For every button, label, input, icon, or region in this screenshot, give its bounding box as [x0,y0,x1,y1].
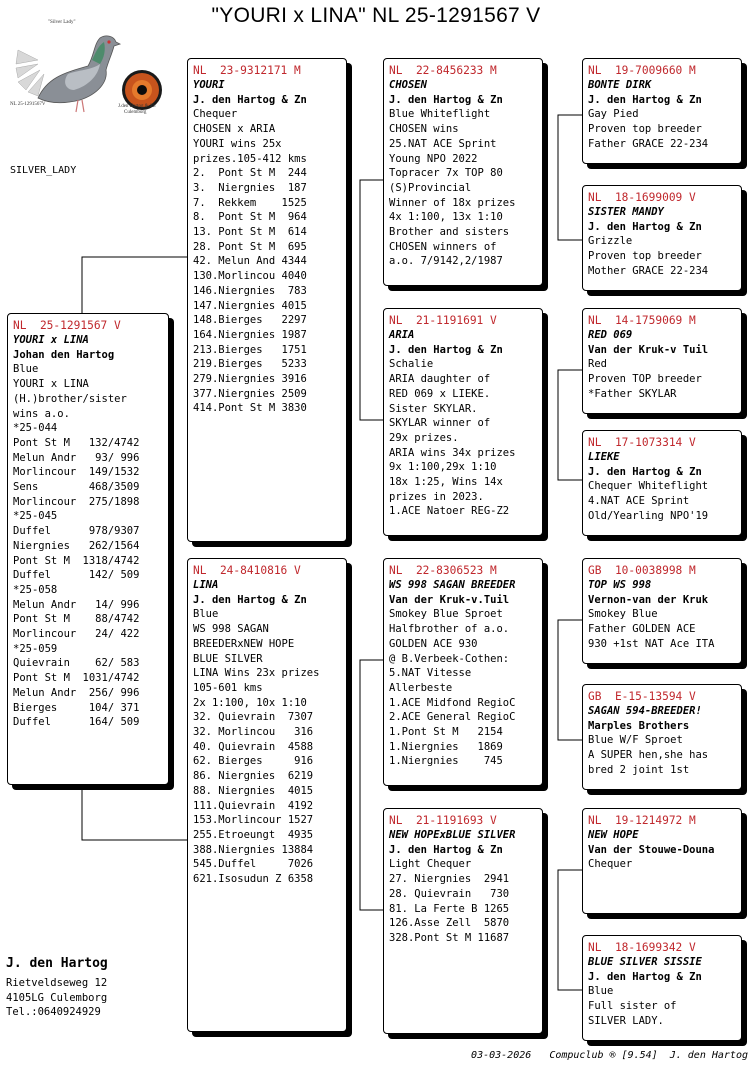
pigeon-name: RED 069 [588,329,633,341]
pigeon-box-mother-father[interactable] [383,558,543,786]
owner-city: 4105LG Culemborg [6,991,108,1004]
ring-number: GB 10-0038998 M [588,564,696,577]
owner-phone: Tel.:0640924929 [6,1006,101,1018]
logo-caption-left: NL 25-1291567V [10,102,46,107]
detail-line: Morlincour 275/1898 [13,495,140,508]
pigeon-name: SISTER MANDY [588,206,664,218]
ring-number: NL 19-7009660 M [588,64,696,77]
detail-line: *25-044 [13,422,58,435]
breeder-name: Marples Brothers [588,719,690,732]
detail-line: 111.Quievrain 4192 [193,799,314,812]
pigeon-name: SAGAN 594-BREEDER! [588,705,702,717]
detail-line: 255.Etroeungt 4935 [193,828,314,841]
detail-line: Light Chequer [389,858,472,871]
detail-line: Pont St M 132/4742 [13,436,140,449]
detail-line: Full sister of [588,1000,677,1013]
detail-line: Chequer [588,858,633,871]
detail-line: prizes.105-412 kms [193,152,307,165]
detail-line: 930 +1st NAT Ace ITA [588,637,715,650]
pigeon-name: CHOSEN [389,79,427,91]
detail-line: Blue W/F Sproet [588,734,683,747]
detail-line: 25.NAT ACE Sprint [389,137,497,150]
ring-number: NL 21-1191691 V [389,314,497,327]
pigeon-box-fmf[interactable] [582,308,742,414]
ring-number: NL 17-1073314 V [588,436,696,449]
detail-line: 3. Niergnies 187 [193,181,307,194]
detail-line: Blue [13,363,39,376]
detail-line: A SUPER hen,she has [588,749,709,762]
detail-line: Quievrain 62/ 583 [13,657,140,670]
pigeon-box-ffm[interactable] [582,185,742,291]
detail-line: Morlincour 24/ 422 [13,628,140,641]
ring-number: NL 22-8456233 M [389,64,497,77]
detail-line: CHOSEN wins [389,123,459,136]
breeder-name: Van der Kruk-v.Tuil [389,593,510,606]
detail-line: Allerbeste [389,681,453,694]
detail-line: 5.NAT Vitesse [389,667,472,680]
detail-line: 8. Pont St M 964 [193,211,307,224]
detail-line: Blue [588,985,614,998]
detail-line: *Father SKYLAR [588,387,677,400]
pigeon-box-mother[interactable] [187,558,347,1032]
ring-number: NL 19-1214972 M [588,814,696,827]
ring-number: NL 25-1291567 V [13,319,121,332]
detail-line: 1.ACE Midfond RegioC [389,696,516,709]
detail-line: 86. Niergnies 6219 [193,770,314,783]
pigeon-box-mfm[interactable] [582,684,742,790]
detail-line: 148.Bierges 2297 [193,314,307,327]
detail-line: 219.Bierges 5233 [193,358,307,371]
detail-line: 388.Niergnies 13884 [193,843,314,856]
detail-line: 7. Rekkem 1525 [193,196,307,209]
detail-line: Chequer Whiteflight [588,480,709,493]
pigeon-box-subject[interactable] [7,313,169,785]
pigeon-name: TOP WS 998 [588,579,652,591]
detail-line: Melun Andr 93/ 996 [13,451,140,464]
detail-line: Schalie [389,358,434,371]
breeder-name: J. den Hartog & Zn [588,93,702,106]
detail-line: GOLDEN ACE 930 [389,637,478,650]
detail-line: bred 2 joint 1st [588,763,690,776]
detail-line: 545.Duffel 7026 [193,858,314,871]
detail-line: *25-045 [13,510,58,523]
pigeon-name: YOURI [193,79,225,91]
detail-line: 28. Quievrain 730 [389,887,510,900]
pigeon-box-mmf[interactable] [582,808,742,914]
detail-line: SKYLAR winner of [389,417,491,430]
detail-line: 1.Niergnies 745 [389,755,503,768]
detail-line: Smokey Blue Sproet [389,608,503,621]
detail-line: 40. Quievrain 4588 [193,740,314,753]
detail-line: 4x 1:100, 13x 1:10 [389,211,503,224]
detail-line: Melun Andr 256/ 996 [13,686,140,699]
detail-line: CHOSEN winners of [389,240,497,253]
pigeon-name: WS 998 SAGAN BREEDER [389,579,516,591]
pigeon-name: NEW HOPE [588,829,639,841]
logo-caption-right: J.den Hartog & Zn [118,104,156,109]
pigeon-box-fff[interactable] [582,58,742,164]
detail-line: 18x 1:25, Wins 14x [389,476,503,489]
breeder-name: Van der Kruk-v Tuil [588,343,709,356]
detail-line: 42. Melun And 4344 [193,255,307,268]
detail-line: 164.Niergnies 1987 [193,328,307,341]
owner-street: Rietveldseweg 12 [6,977,108,989]
detail-line: 81. La Ferte B 1265 [389,902,510,915]
detail-line: Smokey Blue [588,608,658,621]
detail-line: Halfbrother of a.o. [389,623,510,636]
detail-line: Duffel 164/ 509 [13,716,140,729]
detail-line: 62. Bierges 916 [193,755,314,768]
ring-number: NL 21-1191693 V [389,814,497,827]
detail-line: (S)Provincial [389,181,472,194]
detail-line: Old/Yearling NPO'19 [588,509,709,522]
ring-number: NL 18-1699009 V [588,191,696,204]
detail-line: 126.Asse Zell 5870 [389,917,510,930]
breeder-name: Vernon-van der Kruk [588,593,709,606]
detail-line: Melun Andr 14/ 996 [13,598,140,611]
detail-line: YOURI wins 25x [193,137,282,150]
detail-line: 28. Pont St M 695 [193,240,307,253]
detail-line: Niergnies 262/1564 [13,539,140,552]
detail-line: 32. Morlincou 316 [193,726,314,739]
ring-number: NL 22-8306523 M [389,564,497,577]
pigeon-box-mff[interactable] [582,558,742,664]
detail-line: Topracer 7x TOP 80 [389,167,503,180]
ring-number: NL 23-9312171 M [193,64,301,77]
detail-line: 13. Pont St M 614 [193,226,307,239]
pigeon-name: BLUE SILVER SISSIE [588,956,702,968]
breeder-name: J. den Hartog & Zn [193,593,307,606]
owner-info [6,955,108,1020]
detail-line: 279.Niergnies 3916 [193,373,307,386]
page-title: "YOURI x LINA" NL 25-1291567 V [211,4,541,27]
logo-caption-top: "Silver Lady" [48,20,76,25]
breeder-name: J. den Hartog & Zn [193,93,307,106]
detail-line: @ B.Verbeek-Cothen: [389,652,510,665]
detail-line: Duffel 978/9307 [13,525,140,538]
detail-line: 130.Morlincou 4040 [193,270,307,283]
logo-caption-right2: Culemborg [124,110,147,115]
detail-line: 27. Niergnies 2941 [389,873,510,886]
breeder-name: J. den Hartog & Zn [389,843,503,856]
detail-line: 2. Pont St M 244 [193,167,307,180]
pigeon-box-fmm[interactable] [582,430,742,536]
pigeon-box-father[interactable] [187,58,347,542]
detail-line: Pont St M 1031/4742 [13,672,140,685]
detail-line: a.o. 7/9142,2/1987 [389,255,503,268]
detail-line: Proven top breeder [588,123,702,136]
pigeon-name: LINA [193,579,219,591]
detail-line: RED 069 x LIEKE. [389,387,491,400]
detail-line: 1.Pont St M 2154 [389,726,503,739]
detail-line: Father GRACE 22-234 [588,137,709,150]
silver-lady-label: SILVER_LADY [10,165,77,176]
pigeon-box-father-father[interactable] [383,58,543,286]
detail-line: wins a.o. [13,407,70,420]
detail-line: 213.Bierges 1751 [193,343,307,356]
detail-line: *25-058 [13,583,58,596]
detail-line: Brother and sisters [389,226,510,239]
footer-credit: 03-03-2026 Compuclub ® [9.54] J. den Hartog [471,1050,748,1061]
pigeon-name: BONTE DIRK [588,79,652,91]
breeder-name: J. den Hartog & Zn [588,220,702,233]
detail-line: ARIA wins 34x prizes [389,446,516,459]
ring-number: NL 18-1699342 V [588,941,696,954]
detail-line: 1.ACE Natoer REG-Z2 [389,505,510,518]
pigeon-box-mmm[interactable] [582,935,742,1041]
detail-line: Blue Whiteflight [389,108,491,121]
detail-line: 621.Isosudun Z 6358 [193,873,314,886]
detail-line: Winner of 18x prizes [389,196,516,209]
ring-number: GB E-15-13594 V [588,690,696,703]
detail-line: 2.ACE General RegioC [389,711,516,724]
breeder-name: J. den Hartog & Zn [389,343,503,356]
detail-line: Blue [193,608,219,621]
detail-line: 32. Quievrain 7307 [193,711,314,724]
pigeon-name: LIEKE [588,451,620,463]
detail-line: 9x 1:100,29x 1:10 [389,461,497,474]
detail-line: Proven TOP breeder [588,373,702,386]
detail-line: WS 998 SAGAN [193,623,269,636]
detail-line: Chequer [193,108,238,121]
detail-line: 414.Pont St M 3830 [193,402,307,415]
detail-line: 88. Niergnies 4015 [193,784,314,797]
detail-line: BREEDERxNEW HOPE [193,637,295,650]
detail-line: prizes in 2023. [389,490,484,503]
breeder-name: J. den Hartog & Zn [389,93,503,106]
detail-line: Bierges 104/ 371 [13,701,140,714]
detail-line: (H.)brother/sister [13,392,127,405]
breeder-name: J. den Hartog & Zn [588,465,702,478]
detail-line: 1.Niergnies 1869 [389,740,503,753]
detail-line: CHOSEN x ARIA [193,123,276,136]
detail-line: 105-601 kms [193,681,263,694]
detail-line: Pont St M 1318/4742 [13,554,140,567]
pigeon-box-father-mother[interactable] [383,308,543,536]
ring-number: NL 14-1759069 M [588,314,696,327]
detail-line: 146.Niergnies 783 [193,284,307,297]
detail-line: Grizzle [588,235,633,248]
pigeon-box-mother-mother[interactable] [383,808,543,1034]
pigeon-name: YOURI x LINA [13,334,89,346]
ring-number: NL 24-8410816 V [193,564,301,577]
detail-line: 4.NAT ACE Sprint [588,495,690,508]
detail-line: 377.Niergnies 2509 [193,387,307,400]
detail-line: Pont St M 88/4742 [13,613,140,626]
detail-line: Duffel 142/ 509 [13,569,140,582]
detail-line: LINA Wins 23x prizes [193,667,320,680]
detail-line: Sister SKYLAR. [389,402,478,415]
detail-line: BLUE SILVER [193,652,263,665]
detail-line: Gay Pied [588,108,639,121]
detail-line: Red [588,358,607,371]
detail-line: Sens 468/3509 [13,481,140,494]
pigeon-name: NEW HOPExBLUE SILVER [389,829,516,841]
detail-line: Mother GRACE 22-234 [588,264,709,277]
detail-line: YOURI x LINA [13,378,89,391]
detail-line: *25-059 [13,642,58,655]
detail-line: Proven top breeder [588,250,702,263]
detail-line: 2x 1:100, 10x 1:10 [193,696,307,709]
pigeon-name: ARIA [389,329,415,341]
detail-line: 29x prizes. [389,431,459,444]
detail-line: Young NPO 2022 [389,152,478,165]
breeder-name: Van der Stouwe-Douna [588,843,715,856]
owner-name: J. den Hartog [6,956,108,971]
detail-line: 328.Pont St M 11687 [389,931,510,944]
detail-line: 153.Morlincour 1527 [193,814,314,827]
breeder-name: Johan den Hartog [13,348,115,361]
breeder-name: J. den Hartog & Zn [588,970,702,983]
detail-line: Father GOLDEN ACE [588,623,696,636]
detail-line: Morlincour 149/1532 [13,466,140,479]
detail-line: SILVER LADY. [588,1014,664,1027]
detail-line: 147.Niergnies 4015 [193,299,307,312]
detail-line: ARIA daughter of [389,373,491,386]
